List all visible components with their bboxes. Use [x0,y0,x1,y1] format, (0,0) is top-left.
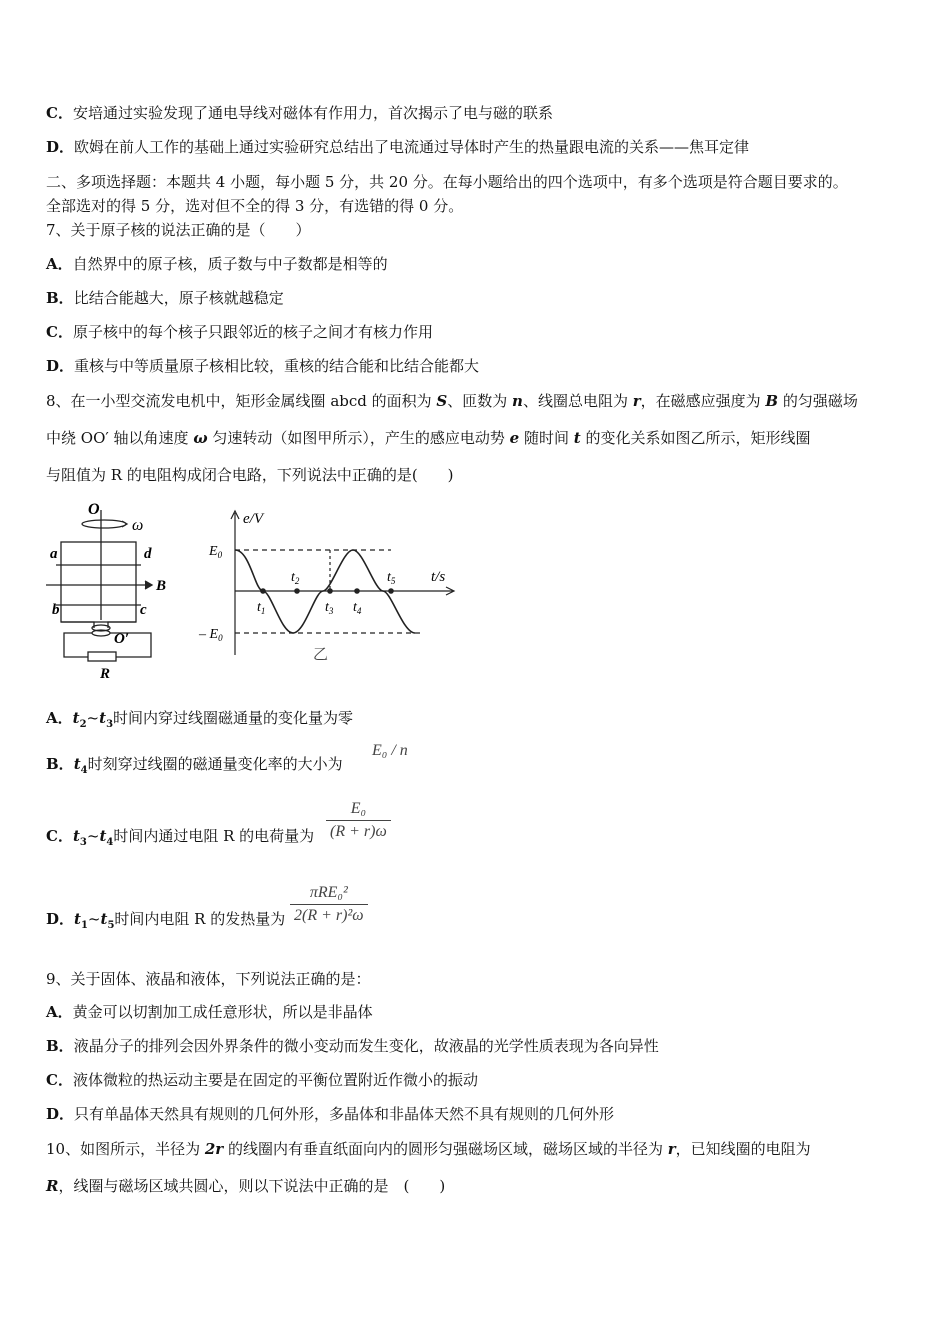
q10-stem-line2: R，线圈与磁场区域共圆心，则以下说法中正确的是 ( ) [46,1177,446,1195]
q9-stem: 9、关于固体、液晶和液体，下列说法正确的是： [46,970,371,988]
label-o: O [88,501,100,518]
figure-generator-coil [46,500,181,685]
q8-option-a: A．$t_2\sim t_3$时间内穿过线圈磁通量的变化量为零 [46,709,354,730]
q7-option-c: C．原子核中的每个核子只跟邻近的核子之间才有核力作用 [46,323,433,341]
x-axis-label: t/s [431,569,446,585]
label-b: b [52,602,60,618]
q8-option-b: B．$t_4$时刻穿过线圈的磁通量变化率的大小为 [46,755,343,776]
point-t1 [260,588,266,594]
q8-stem-line2: 中绕 OO′ 轴以角速度 ω 匀速转动（如图甲所示），产生的感应电动势 e 随时间 t 的变化关系如图乙所示，矩形线圈 [46,429,811,447]
section2-line1: 二、多项选择题：本题共 4 小题，每小题 5 分，共 20 分。在每小题给出的四个选项中，有多个选项是符合题目要求的。 [46,173,848,191]
q10-stem-line1: 10、如图所示，半径为 2r 的线圈内有垂直纸面向内的圆形匀强磁场区域，磁场区域的半径为 r，已知线圈的电阻为 [46,1140,811,1158]
point-t2 [294,588,300,594]
q8-option-c-fraction: E₀ (R + r)ω [326,800,391,841]
q8-option-c: C．$t_3\sim t_4$时间内通过电阻 R 的电荷量为 [46,827,315,848]
point-t5 [388,588,394,594]
label-a: a [50,546,58,562]
q8-stem-line1: 8、在一小型交流发电机中，矩形金属线圈 abcd 的面积为 S、匝数为 n、线圈总电阻为 r，在磁感应强度为 B 的匀强磁场 [46,392,858,410]
t2-label: $t_2$ [291,570,300,586]
option-d-prev: D．欧姆在前人工作的基础上通过实验研究总结出了电流通过导体时产生的热量跟电流的关系——焦耳定律 [46,138,750,156]
label-d: d [144,546,152,562]
q8-stem-line3: 与阻值为 R 的电阻构成闭合电路，下列说法中正确的是( ) [46,466,454,484]
q7-option-a: A．自然界中的原子核，质子数与中子数都是相等的 [46,255,388,273]
q7-option-d: D．重核与中等质量原子核相比较，重核的结合能和比结合能都大 [46,357,480,375]
q7-stem: 7、关于原子核的说法正确的是（ ） [46,221,311,239]
point-t3 [327,588,333,594]
e0-label: $E_0$ [209,544,223,560]
rotation-arrow [82,520,126,528]
t5-label: $t_5$ [387,570,396,586]
q9-option-a: A．黄金可以切割加工成任意形状，所以是非晶体 [46,1003,373,1021]
resistor [88,652,116,661]
point-t4 [354,588,360,594]
q9-option-d: D．只有单晶体天然具有规则的几何外形，多晶体和非晶体天然不具有规则的几何外形 [46,1105,615,1123]
label-c: c [140,602,147,618]
q8-option-d-fraction: πRE₀² 2(R + r)²ω [290,884,368,925]
neg-e0-label: – $E_0$ [199,627,223,643]
coil-rectangle [61,542,136,622]
t4-label: $t_4$ [353,600,362,616]
label-omega: ω [132,517,144,534]
figure-caption: 乙 [313,647,329,663]
q7-option-b: B．比结合能越大，原子核就越稳定 [46,289,284,307]
q8-option-d: D．$t_1\sim t_5$时间内电阻 R 的发热量为 [46,910,286,931]
q9-option-b: B．液晶分子的排列会因外界条件的微小变动而发生变化，故液晶的光学性质表现为各向异性 [46,1037,659,1055]
y-axis-label: e/V [243,511,263,527]
q9-option-c: C．液体微粒的热运动主要是在固定的平衡位置附近作微小的振动 [46,1071,478,1089]
t1-label: $t_1$ [257,600,266,616]
label-b-field: B [156,578,167,594]
section2-line2: 全部选对的得 5 分，选对但不全的得 3 分，有选错的得 0 分。 [46,197,464,215]
figure-emf-graph [195,505,465,665]
label-o-prime: O′ [114,631,130,647]
q8-option-b-formula: E₀ / n [372,742,408,759]
t3-label: $t_3$ [325,600,334,616]
option-c-prev: C．安培通过实验发现了通电导线对磁体有作用力，首次揭示了电与磁的联系 [46,104,553,122]
label-r: R [100,666,111,682]
